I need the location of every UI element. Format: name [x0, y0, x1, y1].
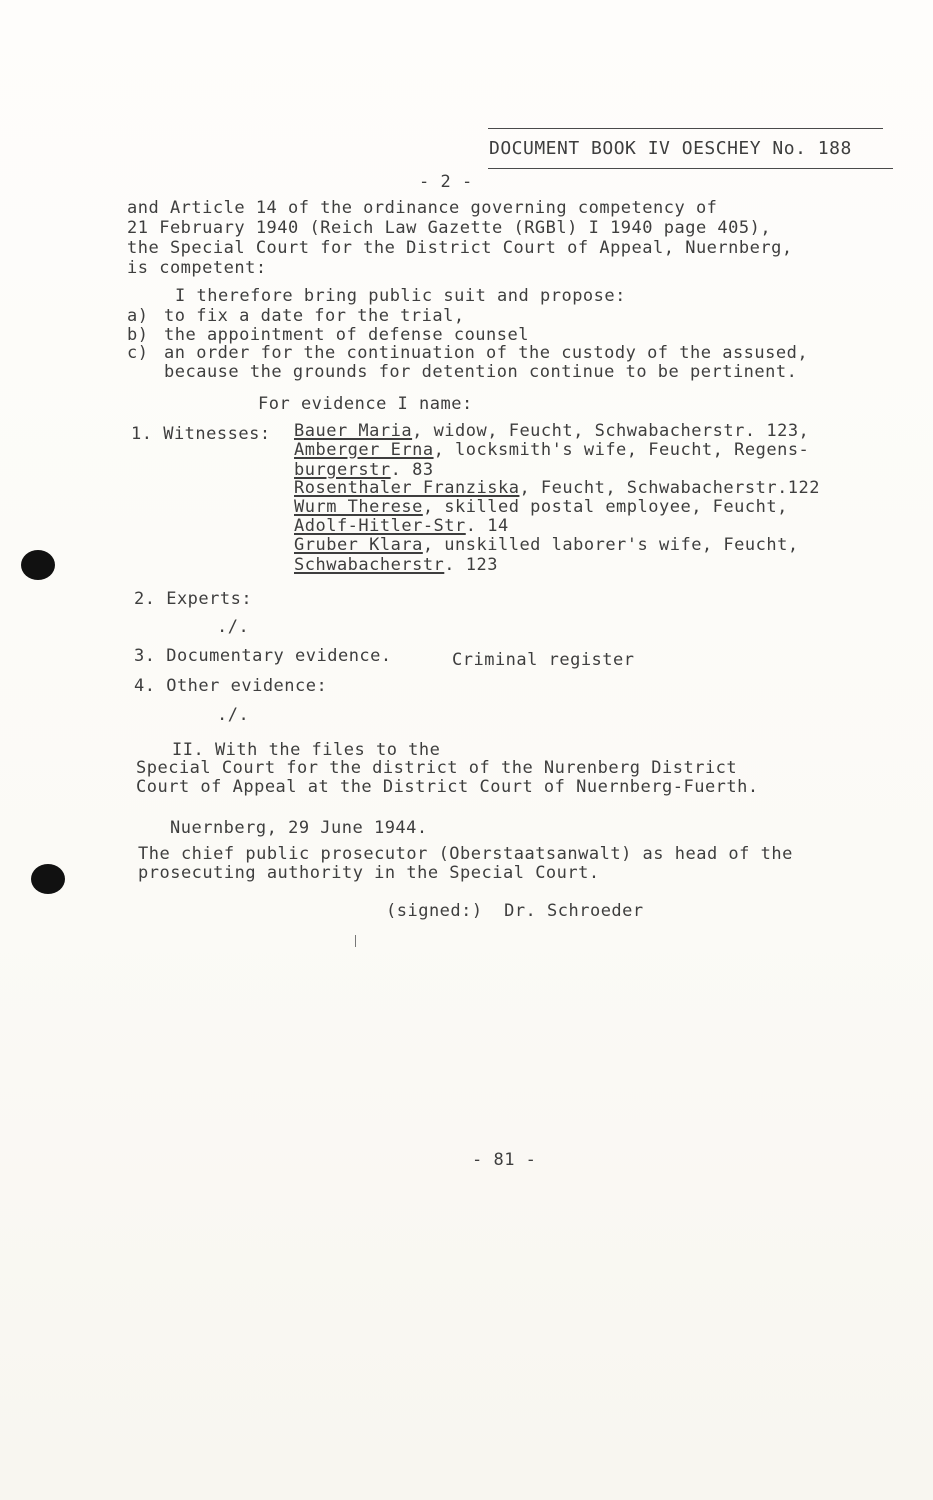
witness-name: Amberger Erna — [294, 440, 434, 460]
witness-entry — [294, 516, 509, 536]
witness-name: Schwabacherstr — [294, 555, 445, 575]
date-line: Nuernberg, 29 June 1944. — [170, 818, 428, 838]
signature-block-line: The chief public prosecutor (Oberstaatsanwalt) as head of the — [138, 844, 793, 864]
signature-block-line: prosecuting authority in the Special Court. — [138, 863, 600, 883]
witness-details: , Feucht, Schwabacherstr.122 — [519, 478, 821, 498]
witness-entry — [294, 460, 434, 480]
witness-name: Wurm Therese — [294, 497, 423, 517]
evidence-lead: For evidence I name: — [258, 394, 473, 414]
witness-entry — [294, 555, 498, 575]
motion-item-marker: a) — [127, 306, 149, 326]
witness-details: , locksmith's wife, Feucht, Regens- — [433, 440, 810, 460]
witness-details: , unskilled laborer's wife, Feucht, — [422, 535, 799, 555]
experts-label: 2. Experts: — [134, 589, 253, 609]
witness-details: . 83 — [390, 460, 434, 480]
witness-name: Bauer Maria — [294, 421, 413, 441]
motion-item-text: to fix a date for the trial, — [164, 306, 465, 326]
witness-name: Rosenthaler Franziska — [294, 478, 520, 498]
motion-continuation: because the grounds for detention continue to be pertinent. — [164, 362, 798, 382]
witness-entry — [294, 497, 788, 517]
documentary-label: 3. Documentary evidence. — [134, 646, 392, 666]
witness-details: , widow, Feucht, Schwabacherstr. 123, — [412, 421, 810, 441]
transfer-line: Court of Appeal at the District Court of Nuernberg-Fuerth. — [136, 777, 759, 797]
punch-hole-icon — [21, 550, 55, 580]
witness-entry — [294, 478, 820, 498]
intro-line: the Special Court for the District Court of Appeal, Nuernberg, — [127, 238, 793, 258]
documentary-value: Criminal register — [452, 650, 635, 670]
motion-item-marker: b) — [127, 325, 149, 345]
intro-line: and Article 14 of the ordinance governing competency of — [127, 198, 718, 218]
witness-entry — [294, 421, 809, 441]
page-number: - 81 - — [472, 1150, 537, 1170]
witness-details: . 14 — [465, 516, 509, 536]
motion-lead: I therefore bring public suit and propose: — [175, 286, 626, 306]
witnesses-label: 1. Witnesses: — [131, 424, 271, 444]
witness-entry — [294, 535, 799, 555]
witness-details: . 123 — [444, 555, 498, 575]
intro-line: 21 February 1940 (Reich Law Gazette (RGBl) I 1940 page 405), — [127, 218, 772, 238]
witness-name: Gruber Klara — [294, 535, 423, 555]
signed-line: (signed:) Dr. Schroeder — [386, 901, 644, 921]
other-evidence-value: ./. — [217, 705, 250, 725]
witness-name: Adolf-Hitler-Str — [294, 516, 466, 536]
stray-mark — [355, 935, 356, 947]
experts-value: ./. — [217, 617, 250, 637]
motion-item-text: the appointment of defense counsel — [164, 325, 529, 345]
other-evidence-label: 4. Other evidence: — [134, 676, 328, 696]
motion-item-marker: c) — [127, 343, 149, 363]
header-bottom-rule — [488, 168, 893, 169]
witness-details: , skilled postal employee, Feucht, — [422, 497, 788, 517]
punch-hole-icon — [31, 864, 65, 894]
witness-name: burgerstr — [294, 460, 391, 480]
page-marker: - 2 - — [419, 172, 473, 192]
motion-item-text: an order for the continuation of the custody of the assused, — [164, 343, 809, 363]
document-reference: DOCUMENT BOOK IV OESCHEY No. 188 — [489, 138, 852, 159]
transfer-line: Special Court for the district of the Nurenberg District — [136, 758, 738, 778]
transfer-line: II. With the files to the — [172, 740, 441, 760]
intro-line: is competent: — [127, 258, 267, 278]
header-top-rule — [488, 128, 883, 129]
witness-entry — [294, 440, 809, 460]
